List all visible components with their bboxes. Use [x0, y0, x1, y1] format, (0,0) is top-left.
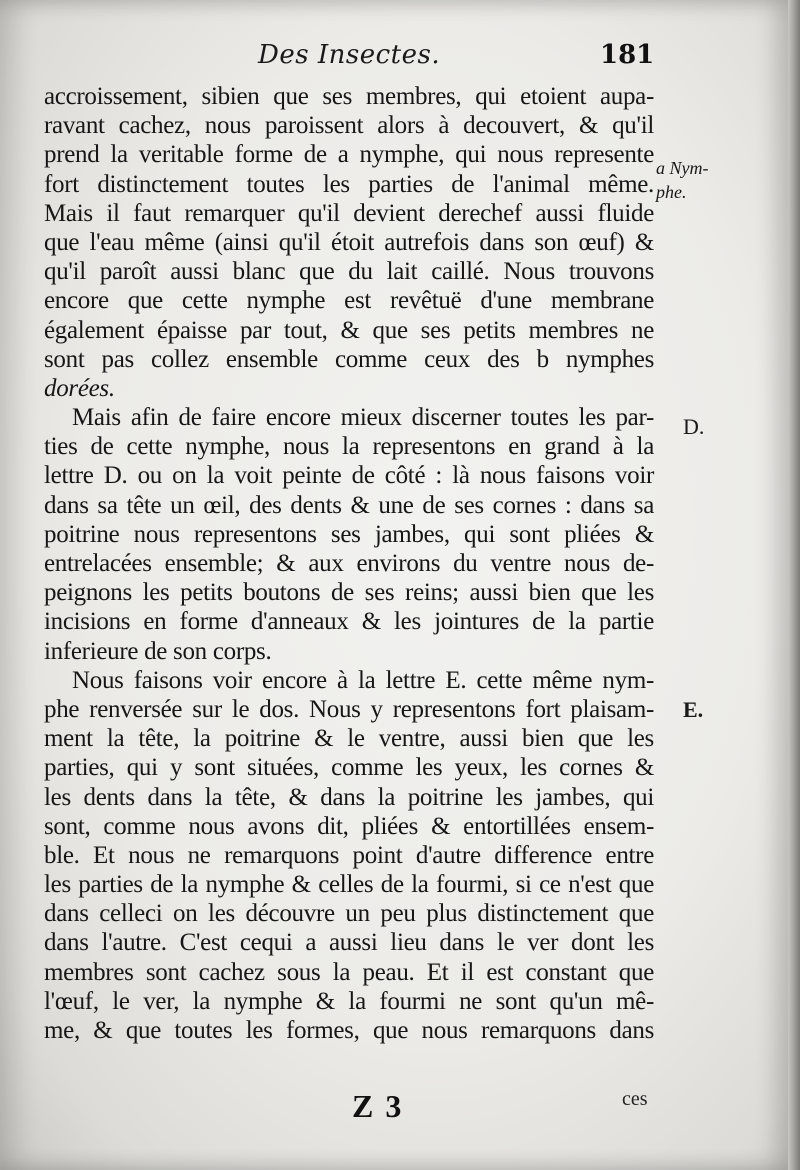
text-line: encore que cette nymphe est revêtuë d'une membrane [44, 287, 654, 315]
text-line: les parties de la nymphe & celles de la fourmi, si ce n'est que [44, 871, 654, 899]
text-line: peignons les petits boutons de ses reins; aussi bien que les [44, 579, 654, 607]
running-head: Des Insectes. [258, 40, 441, 70]
text-line: ble. Et nous ne remarquons point d'autre difference entre [44, 841, 654, 869]
text-line: accroissement, sibien que ses membres, qui etoient aupa- [44, 83, 654, 110]
paragraph-start: Nous faisons voir encore à la lettre E. cette même nym- [72, 666, 654, 694]
page-edge [788, 0, 800, 1170]
paragraph-start: Mais afin de faire encore mieux discerner toutes les par- [72, 404, 654, 432]
text-line: dans l'autre. C'est cequi a aussi lieu dans le ver dont les [44, 929, 654, 957]
text-line: phe renversée sur le dos. Nous y representons fort plaisam- [44, 695, 654, 723]
body-text [44, 82, 654, 1045]
page-header [258, 40, 668, 80]
text-line: fort distinctement toutes les parties de l'animal même. [44, 170, 654, 198]
margin-note-e: E. [683, 697, 704, 722]
text-line: les dents dans la tête, & dans la poitrine les jambes, qui [44, 783, 654, 811]
text-line: entrelacées ensemble; & aux environs du ventre nous de- [44, 550, 654, 577]
text-line: incisions en forme d'anneaux & les jointures de la partie [44, 608, 654, 636]
catchword: ces [622, 1088, 648, 1110]
margin-note-line: a Nym- [656, 158, 709, 178]
text-line: l'œuf, le ver, la nymphe & la fourmi ne sont qu'un mê- [44, 987, 654, 1015]
text-line: dans sa tête un œil, des dents & une de ses cornes : dans sa [44, 491, 654, 519]
text-line: ment la tête, la poitrine & le ventre, aussi bien que les [44, 725, 654, 753]
signature-mark: Z 3 [352, 1088, 404, 1124]
margin-note-d: D. [683, 414, 705, 439]
text-line: également épaisse par tout, & que ses petits membres ne [44, 316, 654, 344]
text-line: dans celleci on les découvre un peu plus distinctement que [44, 900, 654, 928]
text-line: sont, comme nous avons dit, pliées & entortillées ensem- [44, 812, 654, 840]
page-number: 181 [600, 40, 655, 70]
margin-note-line: phe. [656, 182, 687, 202]
text-line: membres sont cachez sous la peau. Et il est constant que [44, 958, 654, 986]
text-line: inferieure de son corps. [44, 637, 272, 665]
text-line: que l'eau même (ainsi qu'il étoit autrefois dans son œuf) & [44, 228, 654, 256]
text-line: me, & que toutes les formes, que nous remarquons dans [44, 1017, 654, 1044]
text-line: parties, qui y sont situées, comme les yeux, les cornes & [44, 754, 654, 782]
text-line: ravant cachez, nous paroissent alors à decouvert, & qu'il [44, 112, 654, 140]
text-line: prend la veritable forme de a nymphe, qui nous represente [44, 141, 654, 169]
page-footer [0, 1088, 790, 1128]
text-line: Mais il faut remarquer qu'il devient derechef aussi fluide [44, 199, 654, 227]
text-line: qu'il paroît aussi blanc que du lait caillé. Nous trouvons [44, 258, 654, 286]
text-line: ties de cette nymphe, nous la representons en grand à la [44, 433, 654, 461]
text-line: dorées. [44, 374, 115, 402]
text-line: poitrine nous representons ses jambes, qui sont pliées & [44, 520, 654, 548]
text-line: lettre D. ou on la voit peinte de côté : là nous faisons voir [44, 462, 654, 490]
margin-note-nymphe [656, 156, 709, 204]
text-line: sont pas collez ensemble comme ceux des b nymphes [44, 345, 654, 373]
